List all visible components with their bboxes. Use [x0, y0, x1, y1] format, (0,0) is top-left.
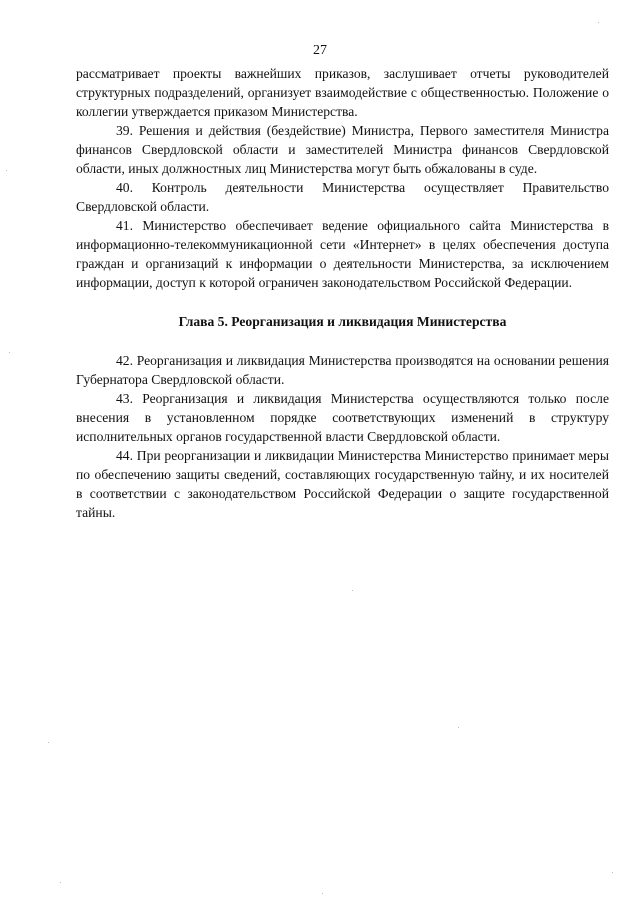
document-body	[76, 64, 609, 522]
paragraph-43: 43. Реорганизация и ликвидация Министерства осуществляются только после внесения в установленном порядке соответствующих изменений в структуру исполнительных органов государственной власти Свердловской области.	[76, 391, 609, 444]
chapter-heading: Глава 5. Реорганизация и ликвидация Министерства	[178, 314, 507, 329]
scan-speck	[352, 590, 353, 591]
paragraph-44: 44. При реорганизации и ликвидации Министерства Министерство принимает меры по обеспечению защиты сведений, составляющих государственную тайну, и их носителей в соответствии с законодательством Российской Федерации о защите государственной тайны.	[76, 448, 609, 520]
scan-speck	[48, 742, 49, 743]
scan-speck	[60, 882, 61, 883]
page-number: 27	[313, 43, 327, 58]
paragraph-42: 42. Реорганизация и ликвидация Министерства производятся на основании решения Губернатора Свердловской области.	[76, 353, 609, 387]
paragraph-38-continuation: рассматривает проекты важнейших приказов, заслушивает отчеты руководителей структурных подразделений, организует взаимодействие с общественностью. Положение о коллегии утверждается приказом Министерства.	[76, 66, 609, 119]
scan-speck	[6, 170, 7, 171]
paragraph-40: 40. Контроль деятельности Министерства осуществляет Правительство Свердловской области.	[76, 180, 609, 214]
scan-speck	[612, 872, 613, 873]
scan-speck	[9, 352, 10, 353]
scan-speck	[598, 22, 599, 23]
paragraph-39: 39. Решения и действия (бездействие) Министра, Первого заместителя Министра финансов Свердловской области и заместителей Министра финансов Свердловской области, иных должностных лиц Министерства могут быть обжалованы в суде.	[76, 123, 609, 176]
paragraph-41: 41. Министерство обеспечивает ведение официального сайта Министерства в информационно-телекоммуникационной сети «Интернет» в целях обеспечения доступа граждан и организаций к информации о деятельности Министерства, за исключением информации, доступ к которой ограничен законодательством Российской Федерации.	[76, 218, 609, 290]
scan-speck	[322, 893, 323, 894]
scan-speck	[458, 727, 459, 728]
